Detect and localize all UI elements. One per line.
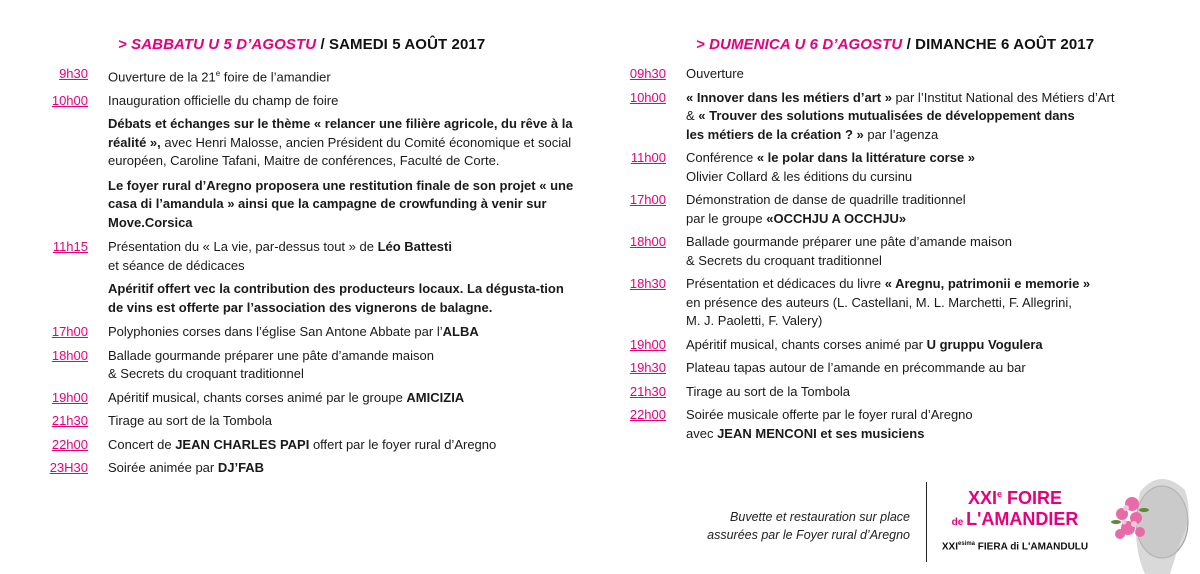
fair-logo [935,484,1095,555]
saturday-header-french: / SAMEDI 5 AOÛT 2017 [316,36,486,53]
schedule-row [40,459,580,478]
time-label: 10h00 [629,89,666,105]
event-description: Soirée musicale offerte par le foyer rural d’Aregno avec JEAN MENCONI et ses musiciens [686,407,973,441]
event-description: Ouverture [686,66,744,81]
time-label: 9h30 [59,66,88,81]
event-description: Conférence « le polar dans la littérature corse » Olivier Collard & les éditions du cursinu [686,150,976,184]
event-description: Plateau tapas autour de l’amande en précommande au bar [686,360,1026,375]
event-description: Présentation et dédicaces du livre « Aregnu, patrimonii e memorie » en présence des auteurs (L. Castellani, M. L. Marchetti, F. Allegrini, M. J. Paoletti, F. Valery) [686,276,1091,328]
schedule-row [40,65,580,87]
sunday-header-french: / DIMANCHE 6 AOÛT 2017 [902,36,1095,53]
time-label: 18h00 [51,347,88,363]
event-description: Ballade gourmande préparer une pâte d’amande maison & Secrets du croquant traditionnel [686,234,1012,268]
saturday-program [40,36,580,483]
time-label: 10h00 [51,92,88,108]
event-description: Soirée animée par DJ’FAB [108,460,265,476]
time-label: 19h30 [629,360,666,375]
aperitif-block: Apéritif offert vec la contribution des producteurs locaux. La dégusta-tion de vins est offerte par l’association des vignerons de balagne. [108,281,564,315]
schedule-row [618,275,1158,331]
event-description: Apéritif musical, chants corses animé par le groupe AMICIZIA [108,389,465,405]
schedule-row [40,238,580,275]
sunday-header [696,36,1158,53]
refreshment-note: Buvette et restauration sur place assurées par le Foyer rural d’Aregno [707,510,910,542]
schedule-row [40,323,580,342]
time-label: 11h00 [630,150,666,165]
time-label: 21h30 [51,413,88,429]
schedule-row [618,191,1158,228]
schedule-row [618,336,1158,355]
time-label: 19h00 [629,336,666,352]
saturday-header [118,36,580,53]
time-label: 23H30 [49,460,88,476]
schedule-row [40,412,580,431]
event-description: « Innover dans les métiers d’art » par l’Institut National des Métiers d’Art & « Trouver des solutions mutualisées de développement dans les métiers de la création ? » par l’agenza [686,89,1115,142]
event-description: Présentation du « La vie, par-dessus tout » de Léo Battesti et séance de dédicaces [108,239,452,273]
schedule-row [40,389,580,408]
schedule-row [40,347,580,384]
sunday-program [618,36,1158,448]
woman-with-flowers-illustration [1110,462,1198,574]
event-description: Ouverture de la 21e foire de l’amandier [108,69,331,85]
time-label: 17h00 [51,324,88,340]
event-description: Polyphonies corses dans l’église San Antone Abbate par l’ALBA [108,324,479,340]
event-description: Démonstration de danse de quadrille traditionnel par le groupe «OCCHJU A OCCHJU» [686,192,966,226]
time-label: 11h15 [52,239,88,255]
schedule-row [40,436,580,455]
schedule-row [618,359,1158,378]
logo-line2: de L'AMANDIER [951,509,1079,529]
sunday-header-corsican: > DUMENICA U 6 D’AGOSTU [696,36,903,53]
event-description: Tirage au sort de la Tombola [686,383,851,399]
event-description: Ballade gourmande préparer une pâte d’amande maison & Secrets du croquant traditionnel [108,347,434,382]
event-description: Tirage au sort de la Tombola [108,413,273,429]
foyer-project-block: Le foyer rural d’Aregno proposera une restitution finale de son projet « une casa di l’amandula » ainsi que la campagne de crowfunding à venir sur Move.Corsica [108,177,574,230]
schedule-row [618,233,1158,270]
schedule-row [618,89,1158,145]
schedule-row [618,406,1158,443]
schedule-row [618,149,1158,186]
schedule-row [618,65,1158,84]
saturday-header-corsican: > SABBATU U 5 D’AGOSTU [118,36,317,53]
time-label: 22h00 [629,407,666,422]
time-label: 18h30 [629,276,666,291]
time-label: 19h00 [51,389,88,405]
time-label: 21h30 [629,383,666,399]
event-description: Inauguration officielle du champ de foire [108,92,339,108]
event-description: Apéritif musical, chants corses animé par U gruppu Vogulera [686,336,1043,352]
divider [926,482,927,562]
time-label: 09h30 [629,66,666,81]
time-label: 22h00 [51,436,88,452]
debate-block: Débats et échanges sur le thème « relancer une filière agricole, du rêve à la réalité », avec Henri Malosse, ancien Président du Comité économique et social européen, Caroline Tafani, Maitre de conférences, Faculté de Corte. [108,116,573,169]
logo-line1: XXIe FOIRE [967,488,1063,508]
time-label: 17h00 [629,192,666,207]
logo-line3: $XXI^{esima}$ FIERA di L'AMANDULU [941,541,1089,553]
time-label: 18h00 [629,234,666,249]
event-description: Concert de JEAN CHARLES PAPI offert par le foyer rural d’Aregno [108,436,497,452]
schedule-row [618,383,1158,402]
schedule-row [40,92,580,111]
